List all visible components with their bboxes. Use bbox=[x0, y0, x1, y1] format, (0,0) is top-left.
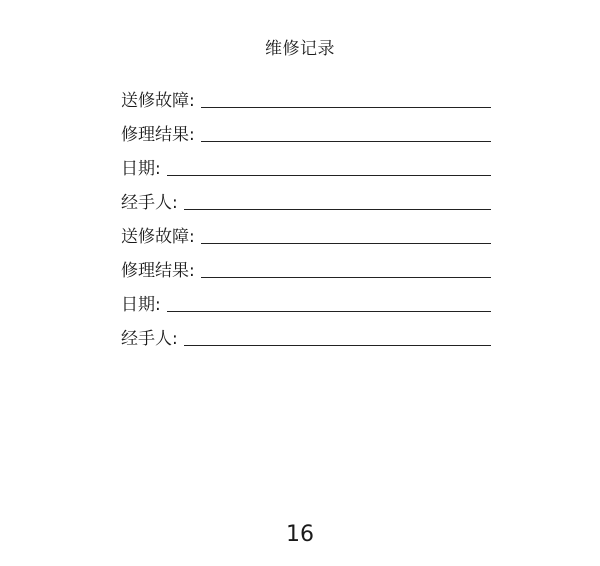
fill-in-line bbox=[167, 175, 491, 176]
form-field-handler bbox=[121, 316, 491, 350]
form-field-result bbox=[121, 112, 491, 146]
fill-in-line bbox=[201, 277, 491, 278]
field-label: 经手人: bbox=[121, 329, 178, 349]
field-label: 修理结果: bbox=[121, 125, 195, 145]
form-field-fault bbox=[121, 78, 491, 112]
field-label: 日期: bbox=[121, 159, 161, 179]
page-title: 维修记录 bbox=[265, 39, 335, 59]
field-label: 经手人: bbox=[121, 193, 178, 213]
field-label: 修理结果: bbox=[121, 261, 195, 281]
field-label: 送修故障: bbox=[121, 91, 195, 111]
field-label: 送修故障: bbox=[121, 227, 195, 247]
fill-in-line bbox=[201, 141, 491, 142]
fill-in-line bbox=[184, 209, 491, 210]
page-number: 16 bbox=[286, 522, 314, 547]
form-field-result bbox=[121, 248, 491, 282]
field-label: 日期: bbox=[121, 295, 161, 315]
fill-in-line bbox=[167, 311, 491, 312]
form-field-handler bbox=[121, 180, 491, 214]
fill-in-line bbox=[201, 243, 491, 244]
form-field-date bbox=[121, 282, 491, 316]
form-field-fault bbox=[121, 214, 491, 248]
maintenance-form bbox=[121, 78, 491, 350]
form-field-date bbox=[121, 146, 491, 180]
fill-in-line bbox=[201, 107, 491, 108]
fill-in-line bbox=[184, 345, 491, 346]
